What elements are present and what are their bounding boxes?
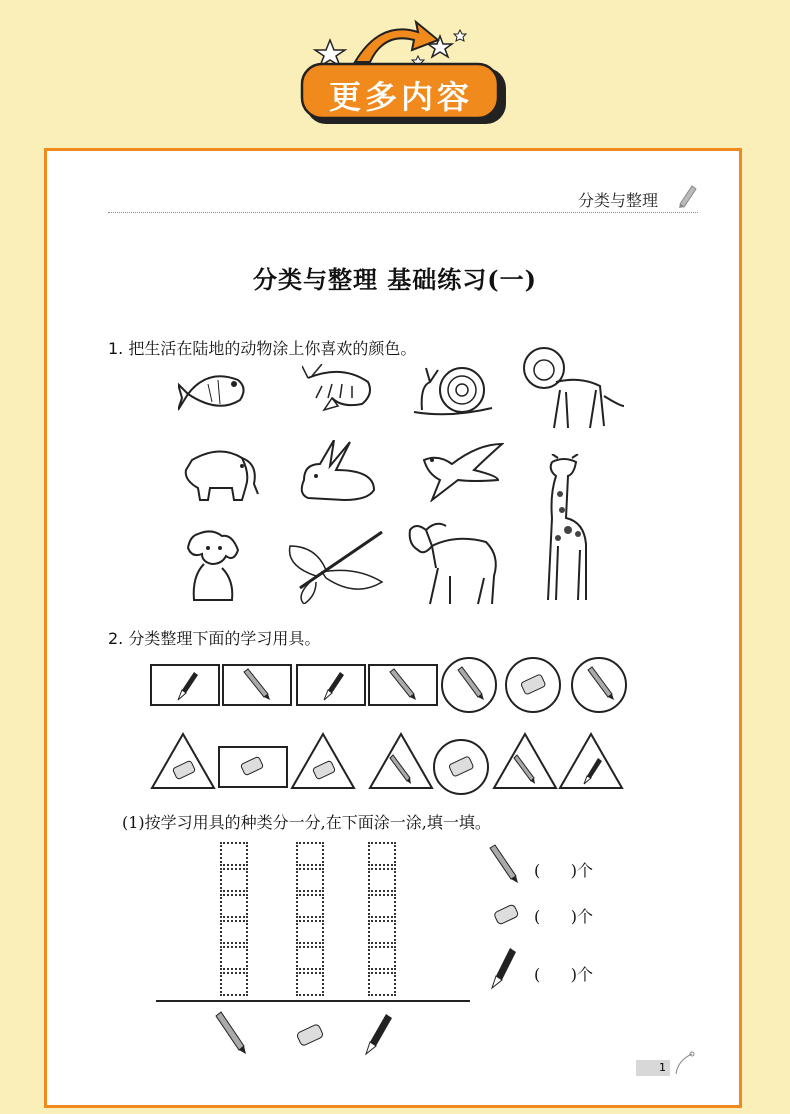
circle-eraser[interactable]	[504, 656, 562, 714]
circle-pencil[interactable]	[570, 656, 628, 714]
pencil-icon	[370, 666, 436, 704]
pen-icon	[298, 666, 364, 704]
fish-icon[interactable]	[178, 364, 250, 416]
circle-pencil[interactable]	[440, 656, 498, 714]
tally-box[interactable]	[296, 972, 324, 996]
triangle-pencil[interactable]	[368, 732, 434, 790]
page-title: 分类与整理 基础练习(一)	[252, 265, 538, 294]
tally-box[interactable]	[368, 972, 396, 996]
tally-box[interactable]	[368, 868, 396, 892]
pen-icon	[152, 666, 218, 704]
eraser-count[interactable]: ( )个	[534, 907, 594, 926]
pencil-count[interactable]: ( )个	[534, 861, 594, 880]
pen-icon	[488, 944, 518, 990]
question-2: 2. 分类整理下面的学习用具。	[108, 629, 321, 648]
tally-box[interactable]	[296, 842, 324, 866]
pencil-icon	[224, 666, 290, 704]
tally-box[interactable]	[220, 868, 248, 892]
dog-icon[interactable]	[182, 528, 242, 606]
dragonfly-icon[interactable]	[286, 526, 384, 604]
pencil-icon	[486, 844, 522, 884]
rabbit-icon[interactable]	[294, 440, 378, 502]
triangle-pen[interactable]	[558, 732, 624, 790]
pen-icon	[362, 1008, 394, 1056]
tally-box[interactable]	[296, 920, 324, 944]
tally-box[interactable]	[220, 842, 248, 866]
baseline-line	[156, 1000, 470, 1002]
square-shape[interactable]	[368, 664, 438, 706]
pencil-decoration-icon	[676, 182, 698, 208]
square-shape[interactable]	[296, 664, 366, 706]
bird-icon[interactable]	[418, 440, 504, 502]
triangle-eraser[interactable]	[150, 732, 216, 790]
square-shape[interactable]	[222, 664, 292, 706]
tally-box[interactable]	[220, 972, 248, 996]
eraser-icon	[294, 1020, 326, 1050]
triangle-eraser[interactable]	[290, 732, 356, 790]
circle-eraser[interactable]	[432, 738, 490, 796]
ox-icon[interactable]	[406, 520, 502, 606]
tally-box[interactable]	[368, 842, 396, 866]
triangle-pencil[interactable]	[492, 732, 558, 790]
square-shape[interactable]	[218, 746, 288, 788]
page-number: 1	[636, 1060, 670, 1076]
tally-box[interactable]	[368, 920, 396, 944]
tally-box[interactable]	[368, 946, 396, 970]
tally-box[interactable]	[368, 894, 396, 918]
sub-question-1: (1)按学习用具的种类分一分,在下面涂一涂,填一填。	[122, 813, 491, 832]
section-title: 分类与整理	[578, 191, 659, 210]
eraser-icon	[220, 748, 286, 786]
question-1: 1. 把生活在陆地的动物涂上你喜欢的颜色。	[108, 339, 417, 358]
tally-box[interactable]	[220, 920, 248, 944]
feather-icon	[672, 1050, 698, 1076]
header-divider	[108, 212, 698, 213]
lion-icon[interactable]	[520, 346, 628, 432]
snail-icon[interactable]	[410, 362, 494, 420]
pen-count[interactable]: ( )个	[534, 965, 594, 984]
banner-text[interactable]: 更多内容	[328, 78, 473, 116]
tally-box[interactable]	[296, 894, 324, 918]
shrimp-icon[interactable]	[302, 364, 376, 414]
tally-box[interactable]	[220, 946, 248, 970]
tally-box[interactable]	[296, 868, 324, 892]
tally-box[interactable]	[220, 894, 248, 918]
tally-box[interactable]	[296, 946, 324, 970]
giraffe-icon[interactable]	[538, 454, 594, 602]
pencil-icon	[210, 1010, 250, 1056]
elephant-icon[interactable]	[180, 444, 260, 502]
square-shape[interactable]	[150, 664, 220, 706]
eraser-icon	[492, 902, 522, 928]
